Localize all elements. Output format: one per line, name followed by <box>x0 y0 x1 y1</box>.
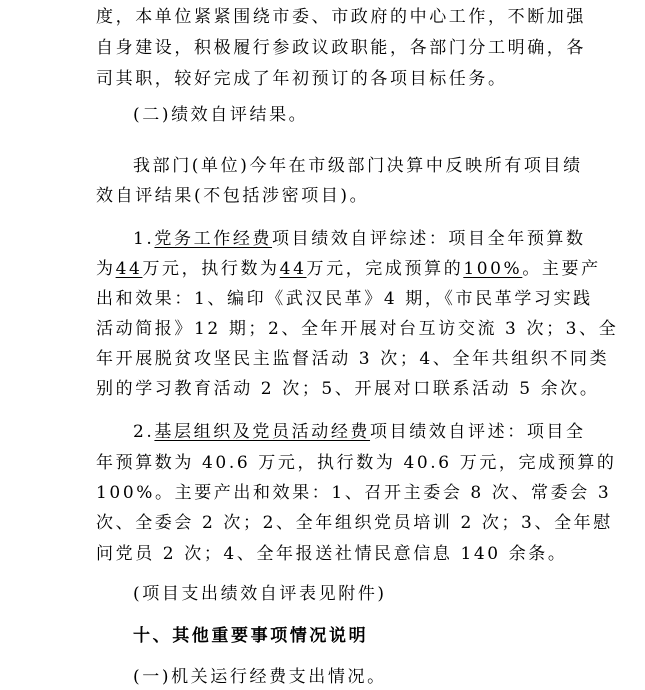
item-1-line-2 <box>96 258 601 280</box>
item-1-line-6: 别的学习教育活动 2 次；5、开展对口联系活动 5 余次。 <box>96 379 600 399</box>
item-1-line-5: 年开展脱贫攻坚民主监督活动 3 次；4、全年共组织不同类 <box>96 349 610 369</box>
item-2-line-5: 问党员 2 次；4、全年报送社情民意信息 140 余条。 <box>96 544 568 564</box>
section-2-heading: (二)绩效自评结果。 <box>133 105 309 125</box>
item-1-project-name: 党务工作经费 <box>154 229 273 249</box>
item-1-text: 万元，完成预算的 <box>306 259 464 279</box>
item-1-text: 万元，执行数为 <box>142 259 280 279</box>
attachment-note: (项目支出绩效自评表见附件) <box>133 584 387 604</box>
item-2-intro-text: 项目绩效自评述：项目全 <box>370 422 586 442</box>
item-2-line-4: 次、全委会 2 次；2、全年组织党员培训 2 次；3、全年慰 <box>96 513 613 533</box>
section-10-heading: 十、其他重要事项情况说明 <box>133 626 369 646</box>
item-1-line-1 <box>133 228 586 250</box>
intro-line-2: 自身建设，积极履行参政议政职能，各部门分工明确，各 <box>96 38 586 58</box>
item-2-number: 2. <box>133 422 155 442</box>
item-1-line-4: 活动简报》12 期；2、全年开展对台互访交流 3 次；3、全 <box>96 319 619 339</box>
item-1-line-3: 出和效果：1、编印《武汉民革》4 期，《市民革学习实践 <box>96 289 593 309</box>
summary-line-2: 效自评结果(不包括涉密项目)。 <box>96 186 370 206</box>
intro-line-3: 司其职，较好完成了年初预订的各项目标任务。 <box>96 69 508 89</box>
item-1-text: 为 <box>96 259 116 279</box>
item-1-text: 。主要产 <box>522 259 601 279</box>
item-2-line-3: 100%。主要产出和效果：1、召开主委会 8 次、常委会 3 <box>96 483 612 503</box>
item-1-percent: 100% <box>463 259 523 279</box>
item-1-number: 1. <box>133 229 155 249</box>
item-2-line-2: 年预算数为 40.6 万元，执行数为 40.6 万元，完成预算的 <box>96 453 617 473</box>
item-1-intro-text: 项目绩效自评综述：项目全年预算数 <box>272 229 586 249</box>
item-2-line-1 <box>133 421 586 443</box>
item-2-project-name: 基层组织及党员活动经费 <box>154 422 371 442</box>
intro-line-1: 度，本单位紧紧围绕市委、市政府的中心工作，不断加强 <box>96 7 586 27</box>
summary-line-1: 我部门(单位)今年在市级部门决算中反映所有项目绩 <box>133 156 583 176</box>
item-1-budget: 44 <box>115 259 143 279</box>
subsection-1-heading: (一)机关运行经费支出情况。 <box>133 667 387 687</box>
item-1-executed: 44 <box>279 259 307 279</box>
